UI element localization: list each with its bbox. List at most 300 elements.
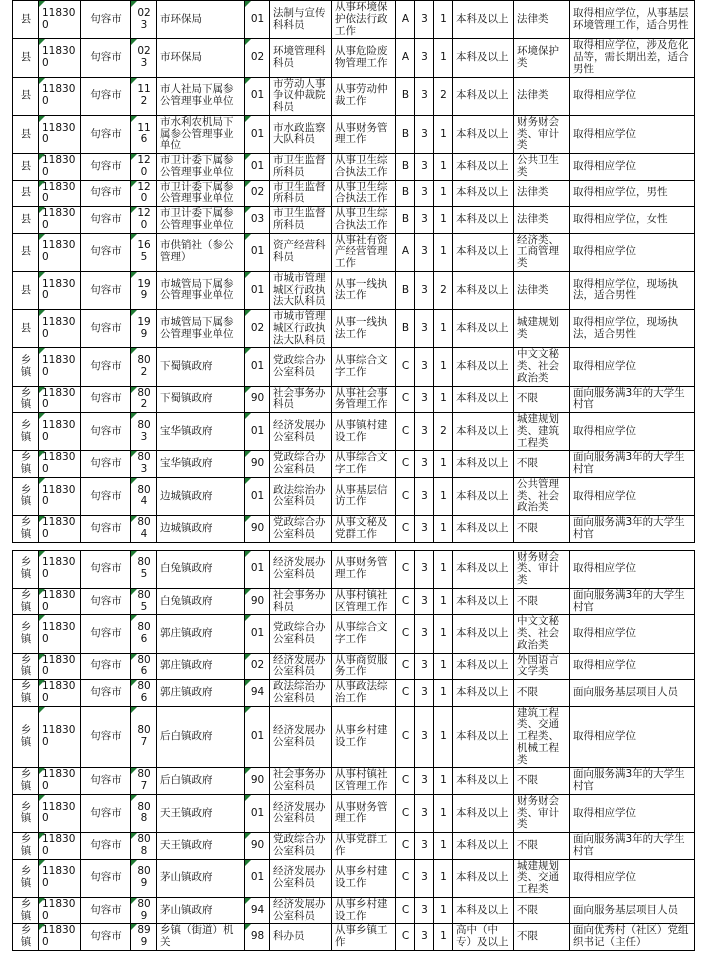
cell-level[interactable]: 3 — [415, 794, 434, 832]
cell-exam-group[interactable]: B — [396, 115, 415, 153]
cell-note[interactable]: 取得相应学位 — [570, 477, 695, 515]
cell-position-no[interactable]: 90 — [245, 451, 270, 478]
cell-duty[interactable]: 从事文秘及党群工作 — [332, 516, 396, 543]
cell-count[interactable]: 1 — [434, 706, 453, 768]
cell-count[interactable]: 1 — [434, 768, 453, 795]
cell-position-title[interactable]: 资产经营科科员 — [270, 233, 332, 271]
cell-major[interactable]: 法律类 — [514, 271, 570, 309]
cell-exam-group[interactable]: C — [396, 859, 415, 897]
cell-education[interactable]: 本科及以上 — [453, 233, 514, 271]
cell-exam-group[interactable]: C — [396, 680, 415, 707]
cell-duty[interactable]: 从事党群工作 — [332, 833, 396, 860]
cell-category[interactable]: 乡镇 — [13, 833, 39, 860]
cell-exam-group[interactable]: B — [396, 271, 415, 309]
cell-level[interactable]: 3 — [415, 859, 434, 897]
cell-count[interactable]: 1 — [434, 386, 453, 413]
table-row[interactable] — [13, 386, 695, 413]
cell-position-no[interactable]: 01 — [245, 550, 270, 588]
cell-level[interactable]: 3 — [415, 768, 434, 795]
cell-position-title[interactable]: 环境管理科科员 — [270, 39, 332, 77]
cell-note[interactable]: 取得相应学位 — [570, 77, 695, 115]
cell-duty[interactable]: 从事综合文字工作 — [332, 615, 396, 653]
cell-position-no[interactable]: 01 — [245, 1, 270, 39]
cell-exam-group[interactable]: C — [396, 768, 415, 795]
table-row[interactable] — [13, 897, 695, 924]
cell-category[interactable]: 乡镇 — [13, 706, 39, 768]
cell-position-title[interactable]: 经济发展办公室科员 — [270, 897, 332, 924]
cell-major[interactable]: 法律类 — [514, 77, 570, 115]
cell-education[interactable]: 本科及以上 — [453, 794, 514, 832]
cell-position-no[interactable]: 01 — [245, 477, 270, 515]
cell-position-no[interactable]: 01 — [245, 348, 270, 386]
cell-note[interactable]: 取得相应学位，现场执法，适合男性 — [570, 271, 695, 309]
cell-duty[interactable]: 从事商贸服务工作 — [332, 653, 396, 680]
cell-note[interactable]: 取得相应学位 — [570, 154, 695, 181]
cell-unit-no[interactable]: 805 — [131, 588, 157, 615]
cell-position-title[interactable]: 党政综合办公室科员 — [270, 615, 332, 653]
cell-unit-no[interactable]: 802 — [131, 386, 157, 413]
cell-category[interactable]: 乡镇 — [13, 477, 39, 515]
table-row[interactable] — [13, 794, 695, 832]
cell-city[interactable]: 句容市 — [81, 1, 131, 39]
cell-education[interactable]: 本科及以上 — [453, 180, 514, 207]
cell-level[interactable]: 3 — [415, 706, 434, 768]
cell-code[interactable]: 118300 — [39, 348, 81, 386]
cell-city[interactable]: 句容市 — [81, 477, 131, 515]
cell-duty[interactable]: 从事一线执法工作 — [332, 271, 396, 309]
cell-category[interactable]: 乡镇 — [13, 768, 39, 795]
cell-note[interactable]: 取得相应学位，女性 — [570, 207, 695, 234]
cell-level[interactable]: 3 — [415, 413, 434, 451]
cell-position-title[interactable]: 市水政监察大队科员 — [270, 115, 332, 153]
cell-city[interactable]: 句容市 — [81, 859, 131, 897]
cell-position-no[interactable]: 02 — [245, 180, 270, 207]
cell-position-no[interactable]: 03 — [245, 207, 270, 234]
cell-exam-group[interactable]: C — [396, 794, 415, 832]
cell-unit-no[interactable]: 803 — [131, 413, 157, 451]
cell-code[interactable]: 118300 — [39, 451, 81, 478]
cell-education[interactable]: 本科及以上 — [453, 271, 514, 309]
cell-unit-no[interactable]: 809 — [131, 859, 157, 897]
cell-organization[interactable]: 天王镇政府 — [157, 833, 245, 860]
cell-position-title[interactable]: 社会事务办科员 — [270, 588, 332, 615]
cell-exam-group[interactable]: B — [396, 180, 415, 207]
cell-city[interactable]: 句容市 — [81, 833, 131, 860]
cell-note[interactable]: 取得相应学位 — [570, 233, 695, 271]
cell-level[interactable]: 3 — [415, 271, 434, 309]
cell-duty[interactable]: 从事卫生综合执法工作 — [332, 180, 396, 207]
cell-category[interactable]: 县 — [13, 1, 39, 39]
cell-education[interactable]: 本科及以上 — [453, 451, 514, 478]
cell-level[interactable]: 3 — [415, 77, 434, 115]
table-row[interactable] — [13, 588, 695, 615]
cell-exam-group[interactable]: C — [396, 386, 415, 413]
cell-level[interactable]: 3 — [415, 115, 434, 153]
cell-position-title[interactable]: 经济发展办公室科员 — [270, 653, 332, 680]
cell-position-title[interactable]: 经济发展办公室科员 — [270, 859, 332, 897]
table-row[interactable] — [13, 924, 695, 951]
cell-exam-group[interactable]: B — [396, 154, 415, 181]
cell-major[interactable]: 建筑工程类、交通工程类、机械工程类 — [514, 706, 570, 768]
table-row[interactable] — [13, 77, 695, 115]
cell-city[interactable]: 句容市 — [81, 653, 131, 680]
cell-major[interactable]: 城建规划类 — [514, 310, 570, 348]
cell-position-no[interactable]: 01 — [245, 233, 270, 271]
cell-major[interactable]: 法律类 — [514, 1, 570, 39]
cell-education[interactable]: 本科及以上 — [453, 115, 514, 153]
cell-position-no[interactable]: 94 — [245, 897, 270, 924]
cell-category[interactable]: 乡镇 — [13, 794, 39, 832]
cell-level[interactable]: 3 — [415, 180, 434, 207]
cell-unit-no[interactable]: 804 — [131, 477, 157, 515]
cell-exam-group[interactable]: C — [396, 615, 415, 653]
cell-level[interactable]: 3 — [415, 516, 434, 543]
cell-category[interactable]: 乡镇 — [13, 386, 39, 413]
cell-unit-no[interactable]: 803 — [131, 451, 157, 478]
cell-duty[interactable]: 从事一线执法工作 — [332, 310, 396, 348]
cell-count[interactable]: 2 — [434, 413, 453, 451]
cell-level[interactable]: 3 — [415, 310, 434, 348]
cell-city[interactable]: 句容市 — [81, 233, 131, 271]
cell-duty[interactable]: 从事卫生综合执法工作 — [332, 207, 396, 234]
cell-exam-group[interactable]: C — [396, 516, 415, 543]
cell-organization[interactable]: 市水利农机局下属参公管理事业单位 — [157, 115, 245, 153]
cell-organization[interactable]: 市卫计委下属参公管理事业单位 — [157, 180, 245, 207]
cell-position-title[interactable]: 市卫生监督所科员 — [270, 154, 332, 181]
cell-position-title[interactable]: 法制与宣传科科员 — [270, 1, 332, 39]
cell-organization[interactable]: 郭庄镇政府 — [157, 680, 245, 707]
cell-count[interactable]: 1 — [434, 180, 453, 207]
cell-level[interactable]: 3 — [415, 924, 434, 951]
cell-position-title[interactable]: 政法综治办公室科员 — [270, 680, 332, 707]
cell-count[interactable]: 1 — [434, 233, 453, 271]
cell-major[interactable]: 法律类 — [514, 207, 570, 234]
cell-unit-no[interactable]: 809 — [131, 897, 157, 924]
cell-position-no[interactable]: 02 — [245, 39, 270, 77]
cell-code[interactable]: 118300 — [39, 413, 81, 451]
cell-position-title[interactable]: 市城市管理城区行政执法大队科员 — [270, 310, 332, 348]
cell-city[interactable]: 句容市 — [81, 550, 131, 588]
cell-duty[interactable]: 从事政法综治工作 — [332, 680, 396, 707]
cell-code[interactable]: 118300 — [39, 1, 81, 39]
cell-organization[interactable]: 下蜀镇政府 — [157, 348, 245, 386]
cell-note[interactable]: 面向服务基层项目人员 — [570, 680, 695, 707]
cell-exam-group[interactable]: C — [396, 477, 415, 515]
cell-organization[interactable]: 乡镇（街道）机关 — [157, 924, 245, 951]
cell-count[interactable]: 1 — [434, 833, 453, 860]
cell-city[interactable]: 句容市 — [81, 77, 131, 115]
cell-note[interactable]: 取得相应学位，男性 — [570, 180, 695, 207]
cell-level[interactable]: 3 — [415, 348, 434, 386]
cell-unit-no[interactable]: 808 — [131, 833, 157, 860]
cell-category[interactable]: 县 — [13, 180, 39, 207]
cell-duty[interactable]: 从事财务管理工作 — [332, 794, 396, 832]
cell-organization[interactable]: 市城管局下属参公管理事业单位 — [157, 271, 245, 309]
cell-organization[interactable]: 天王镇政府 — [157, 794, 245, 832]
cell-duty[interactable]: 从事镇村建设工作 — [332, 413, 396, 451]
cell-position-title[interactable]: 社会事务办公室科员 — [270, 768, 332, 795]
cell-position-title[interactable]: 党政综合办公室科员 — [270, 833, 332, 860]
cell-code[interactable]: 118300 — [39, 516, 81, 543]
cell-category[interactable]: 县 — [13, 154, 39, 181]
cell-unit-no[interactable]: 199 — [131, 310, 157, 348]
cell-duty[interactable]: 从事基层信访工作 — [332, 477, 396, 515]
cell-exam-group[interactable]: C — [396, 348, 415, 386]
cell-position-no[interactable]: 98 — [245, 924, 270, 951]
cell-duty[interactable]: 从事财务管理工作 — [332, 115, 396, 153]
table-row[interactable] — [13, 271, 695, 309]
cell-organization[interactable]: 边城镇政府 — [157, 477, 245, 515]
table-row[interactable] — [13, 1, 695, 39]
cell-city[interactable]: 句容市 — [81, 588, 131, 615]
cell-duty[interactable]: 从事卫生综合执法工作 — [332, 154, 396, 181]
table-row[interactable] — [13, 477, 695, 515]
cell-unit-no[interactable]: 899 — [131, 924, 157, 951]
cell-education[interactable]: 本科及以上 — [453, 310, 514, 348]
cell-unit-no[interactable]: 806 — [131, 680, 157, 707]
cell-city[interactable]: 句容市 — [81, 768, 131, 795]
cell-city[interactable]: 句容市 — [81, 413, 131, 451]
cell-organization[interactable]: 茅山镇政府 — [157, 897, 245, 924]
cell-duty[interactable]: 从事财务管理工作 — [332, 550, 396, 588]
cell-organization[interactable]: 郭庄镇政府 — [157, 653, 245, 680]
cell-code[interactable]: 118300 — [39, 154, 81, 181]
table-row[interactable] — [13, 233, 695, 271]
cell-education[interactable]: 本科及以上 — [453, 386, 514, 413]
cell-position-no[interactable]: 90 — [245, 768, 270, 795]
cell-position-title[interactable]: 市卫生监督所科员 — [270, 207, 332, 234]
cell-count[interactable]: 1 — [434, 1, 453, 39]
cell-unit-no[interactable]: 807 — [131, 706, 157, 768]
cell-major[interactable]: 环境保护类 — [514, 39, 570, 77]
cell-note[interactable]: 取得相应学位 — [570, 615, 695, 653]
cell-organization[interactable]: 市环保局 — [157, 39, 245, 77]
cell-level[interactable]: 3 — [415, 386, 434, 413]
cell-level[interactable]: 3 — [415, 550, 434, 588]
cell-organization[interactable]: 茅山镇政府 — [157, 859, 245, 897]
cell-count[interactable]: 1 — [434, 154, 453, 181]
cell-category[interactable]: 乡镇 — [13, 451, 39, 478]
cell-major[interactable]: 财务财会类、审计类 — [514, 794, 570, 832]
cell-unit-no[interactable]: 023 — [131, 39, 157, 77]
cell-position-no[interactable]: 01 — [245, 794, 270, 832]
cell-count[interactable]: 2 — [434, 271, 453, 309]
cell-category[interactable]: 县 — [13, 271, 39, 309]
cell-level[interactable]: 3 — [415, 833, 434, 860]
cell-position-title[interactable]: 市劳动人事争议仲裁院科员 — [270, 77, 332, 115]
cell-organization[interactable]: 市城管局下属参公管理事业单位 — [157, 310, 245, 348]
cell-level[interactable]: 3 — [415, 1, 434, 39]
cell-exam-group[interactable]: C — [396, 833, 415, 860]
cell-exam-group[interactable]: C — [396, 550, 415, 588]
table-row[interactable] — [13, 550, 695, 588]
cell-organization[interactable]: 市供销社（参公管理） — [157, 233, 245, 271]
cell-count[interactable]: 1 — [434, 550, 453, 588]
cell-level[interactable]: 3 — [415, 154, 434, 181]
cell-code[interactable]: 118300 — [39, 115, 81, 153]
cell-code[interactable]: 118300 — [39, 271, 81, 309]
cell-code[interactable]: 118300 — [39, 77, 81, 115]
cell-category[interactable]: 乡镇 — [13, 348, 39, 386]
cell-major[interactable]: 不限 — [514, 451, 570, 478]
cell-exam-group[interactable]: C — [396, 413, 415, 451]
cell-note[interactable]: 面向优秀村（社区）党组织书记（主任） — [570, 924, 695, 951]
cell-count[interactable]: 1 — [434, 310, 453, 348]
cell-category[interactable]: 乡镇 — [13, 550, 39, 588]
cell-education[interactable]: 本科及以上 — [453, 39, 514, 77]
cell-position-title[interactable]: 社会事务办科员 — [270, 386, 332, 413]
cell-category[interactable]: 县 — [13, 233, 39, 271]
cell-category[interactable]: 乡镇 — [13, 516, 39, 543]
cell-level[interactable]: 3 — [415, 477, 434, 515]
cell-education[interactable]: 本科及以上 — [453, 897, 514, 924]
cell-count[interactable]: 1 — [434, 859, 453, 897]
cell-position-title[interactable]: 党政综合办公室科员 — [270, 516, 332, 543]
cell-category[interactable]: 县 — [13, 77, 39, 115]
cell-duty[interactable]: 从事乡村建设工作 — [332, 859, 396, 897]
cell-code[interactable]: 118300 — [39, 706, 81, 768]
cell-organization[interactable]: 市人社局下属参公管理事业单位 — [157, 77, 245, 115]
cell-note[interactable]: 取得相应学位 — [570, 550, 695, 588]
cell-exam-group[interactable]: C — [396, 706, 415, 768]
cell-code[interactable]: 118300 — [39, 207, 81, 234]
cell-unit-no[interactable]: 023 — [131, 1, 157, 39]
cell-level[interactable]: 3 — [415, 615, 434, 653]
table-row[interactable] — [13, 859, 695, 897]
cell-exam-group[interactable]: C — [396, 897, 415, 924]
table-row[interactable] — [13, 833, 695, 860]
cell-duty[interactable]: 从事乡村建设工作 — [332, 897, 396, 924]
cell-duty[interactable]: 从事乡镇工作 — [332, 924, 396, 951]
table-row[interactable] — [13, 653, 695, 680]
cell-organization[interactable]: 后白镇政府 — [157, 706, 245, 768]
cell-count[interactable]: 1 — [434, 653, 453, 680]
cell-exam-group[interactable]: C — [396, 588, 415, 615]
cell-level[interactable]: 3 — [415, 680, 434, 707]
cell-position-title[interactable]: 市卫生监督所科员 — [270, 180, 332, 207]
cell-organization[interactable]: 宝华镇政府 — [157, 413, 245, 451]
cell-organization[interactable]: 白兔镇政府 — [157, 550, 245, 588]
cell-count[interactable]: 1 — [434, 924, 453, 951]
cell-unit-no[interactable]: 808 — [131, 794, 157, 832]
cell-position-title[interactable]: 经济发展办公室科员 — [270, 413, 332, 451]
cell-city[interactable]: 句容市 — [81, 924, 131, 951]
table-row[interactable] — [13, 207, 695, 234]
cell-major[interactable]: 不限 — [514, 386, 570, 413]
cell-education[interactable]: 本科及以上 — [453, 833, 514, 860]
cell-major[interactable]: 不限 — [514, 897, 570, 924]
cell-position-no[interactable]: 90 — [245, 386, 270, 413]
cell-duty[interactable]: 从事劳动仲裁工作 — [332, 77, 396, 115]
cell-organization[interactable]: 市环保局 — [157, 1, 245, 39]
cell-note[interactable]: 取得相应学位，涉及危化品等，需长期出差，适合男性 — [570, 39, 695, 77]
table-row[interactable] — [13, 310, 695, 348]
cell-code[interactable]: 118300 — [39, 588, 81, 615]
cell-count[interactable]: 1 — [434, 794, 453, 832]
cell-exam-group[interactable]: C — [396, 653, 415, 680]
table-row[interactable] — [13, 615, 695, 653]
cell-code[interactable]: 118300 — [39, 615, 81, 653]
cell-exam-group[interactable]: C — [396, 451, 415, 478]
cell-position-no[interactable]: 01 — [245, 859, 270, 897]
cell-exam-group[interactable]: A — [396, 1, 415, 39]
cell-organization[interactable]: 后白镇政府 — [157, 768, 245, 795]
cell-code[interactable]: 118300 — [39, 550, 81, 588]
cell-duty[interactable]: 从事综合文字工作 — [332, 451, 396, 478]
cell-city[interactable]: 句容市 — [81, 271, 131, 309]
cell-major[interactable]: 财务财会类、审计类 — [514, 550, 570, 588]
cell-category[interactable]: 乡镇 — [13, 588, 39, 615]
cell-category[interactable]: 县 — [13, 310, 39, 348]
cell-position-no[interactable]: 02 — [245, 653, 270, 680]
cell-code[interactable]: 118300 — [39, 477, 81, 515]
table-row[interactable] — [13, 348, 695, 386]
cell-city[interactable]: 句容市 — [81, 516, 131, 543]
cell-education[interactable]: 本科及以上 — [453, 207, 514, 234]
cell-note[interactable]: 取得相应学位 — [570, 348, 695, 386]
cell-city[interactable]: 句容市 — [81, 615, 131, 653]
cell-major[interactable]: 公共管理类、社会政治类 — [514, 477, 570, 515]
table-row[interactable] — [13, 451, 695, 478]
cell-code[interactable]: 118300 — [39, 310, 81, 348]
cell-note[interactable]: 取得相应学位 — [570, 413, 695, 451]
cell-count[interactable]: 1 — [434, 615, 453, 653]
cell-education[interactable]: 本科及以上 — [453, 477, 514, 515]
cell-category[interactable]: 乡镇 — [13, 413, 39, 451]
cell-education[interactable]: 本科及以上 — [453, 615, 514, 653]
table-row[interactable] — [13, 39, 695, 77]
cell-major[interactable]: 不限 — [514, 680, 570, 707]
cell-city[interactable]: 句容市 — [81, 115, 131, 153]
cell-note[interactable]: 面向服务满3年的大学生村官 — [570, 386, 695, 413]
cell-count[interactable]: 1 — [434, 207, 453, 234]
cell-exam-group[interactable]: A — [396, 233, 415, 271]
cell-unit-no[interactable]: 805 — [131, 550, 157, 588]
cell-level[interactable]: 3 — [415, 588, 434, 615]
table-row[interactable] — [13, 516, 695, 543]
cell-position-title[interactable]: 党政综合办公室科员 — [270, 451, 332, 478]
cell-level[interactable]: 3 — [415, 207, 434, 234]
cell-note[interactable]: 取得相应学位 — [570, 794, 695, 832]
cell-category[interactable]: 县 — [13, 39, 39, 77]
cell-city[interactable]: 句容市 — [81, 348, 131, 386]
cell-exam-group[interactable]: B — [396, 310, 415, 348]
cell-code[interactable]: 118300 — [39, 924, 81, 951]
cell-unit-no[interactable]: 120 — [131, 207, 157, 234]
cell-category[interactable]: 县 — [13, 115, 39, 153]
cell-major[interactable]: 法律类 — [514, 180, 570, 207]
table-row[interactable] — [13, 706, 695, 768]
cell-major[interactable]: 经济类、工商管理类 — [514, 233, 570, 271]
cell-position-title[interactable]: 经济发展办公室科员 — [270, 550, 332, 588]
cell-education[interactable]: 高中（中专）及以上 — [453, 924, 514, 951]
cell-note[interactable]: 取得相应学位 — [570, 706, 695, 768]
cell-code[interactable]: 118300 — [39, 39, 81, 77]
cell-city[interactable]: 句容市 — [81, 386, 131, 413]
cell-note[interactable]: 取得相应学位，从事基层环境管理工作，适合男性 — [570, 1, 695, 39]
cell-level[interactable]: 3 — [415, 897, 434, 924]
cell-position-title[interactable]: 党政综合办公室科员 — [270, 348, 332, 386]
cell-city[interactable]: 句容市 — [81, 680, 131, 707]
cell-position-title[interactable]: 市城市管理城区行政执法大队科员 — [270, 271, 332, 309]
cell-duty[interactable]: 从事乡村建设工作 — [332, 706, 396, 768]
cell-education[interactable]: 本科及以上 — [453, 653, 514, 680]
cell-category[interactable]: 乡镇 — [13, 859, 39, 897]
cell-count[interactable]: 1 — [434, 451, 453, 478]
cell-education[interactable]: 本科及以上 — [453, 550, 514, 588]
cell-count[interactable]: 1 — [434, 588, 453, 615]
cell-note[interactable]: 面向服务满3年的大学生村官 — [570, 588, 695, 615]
